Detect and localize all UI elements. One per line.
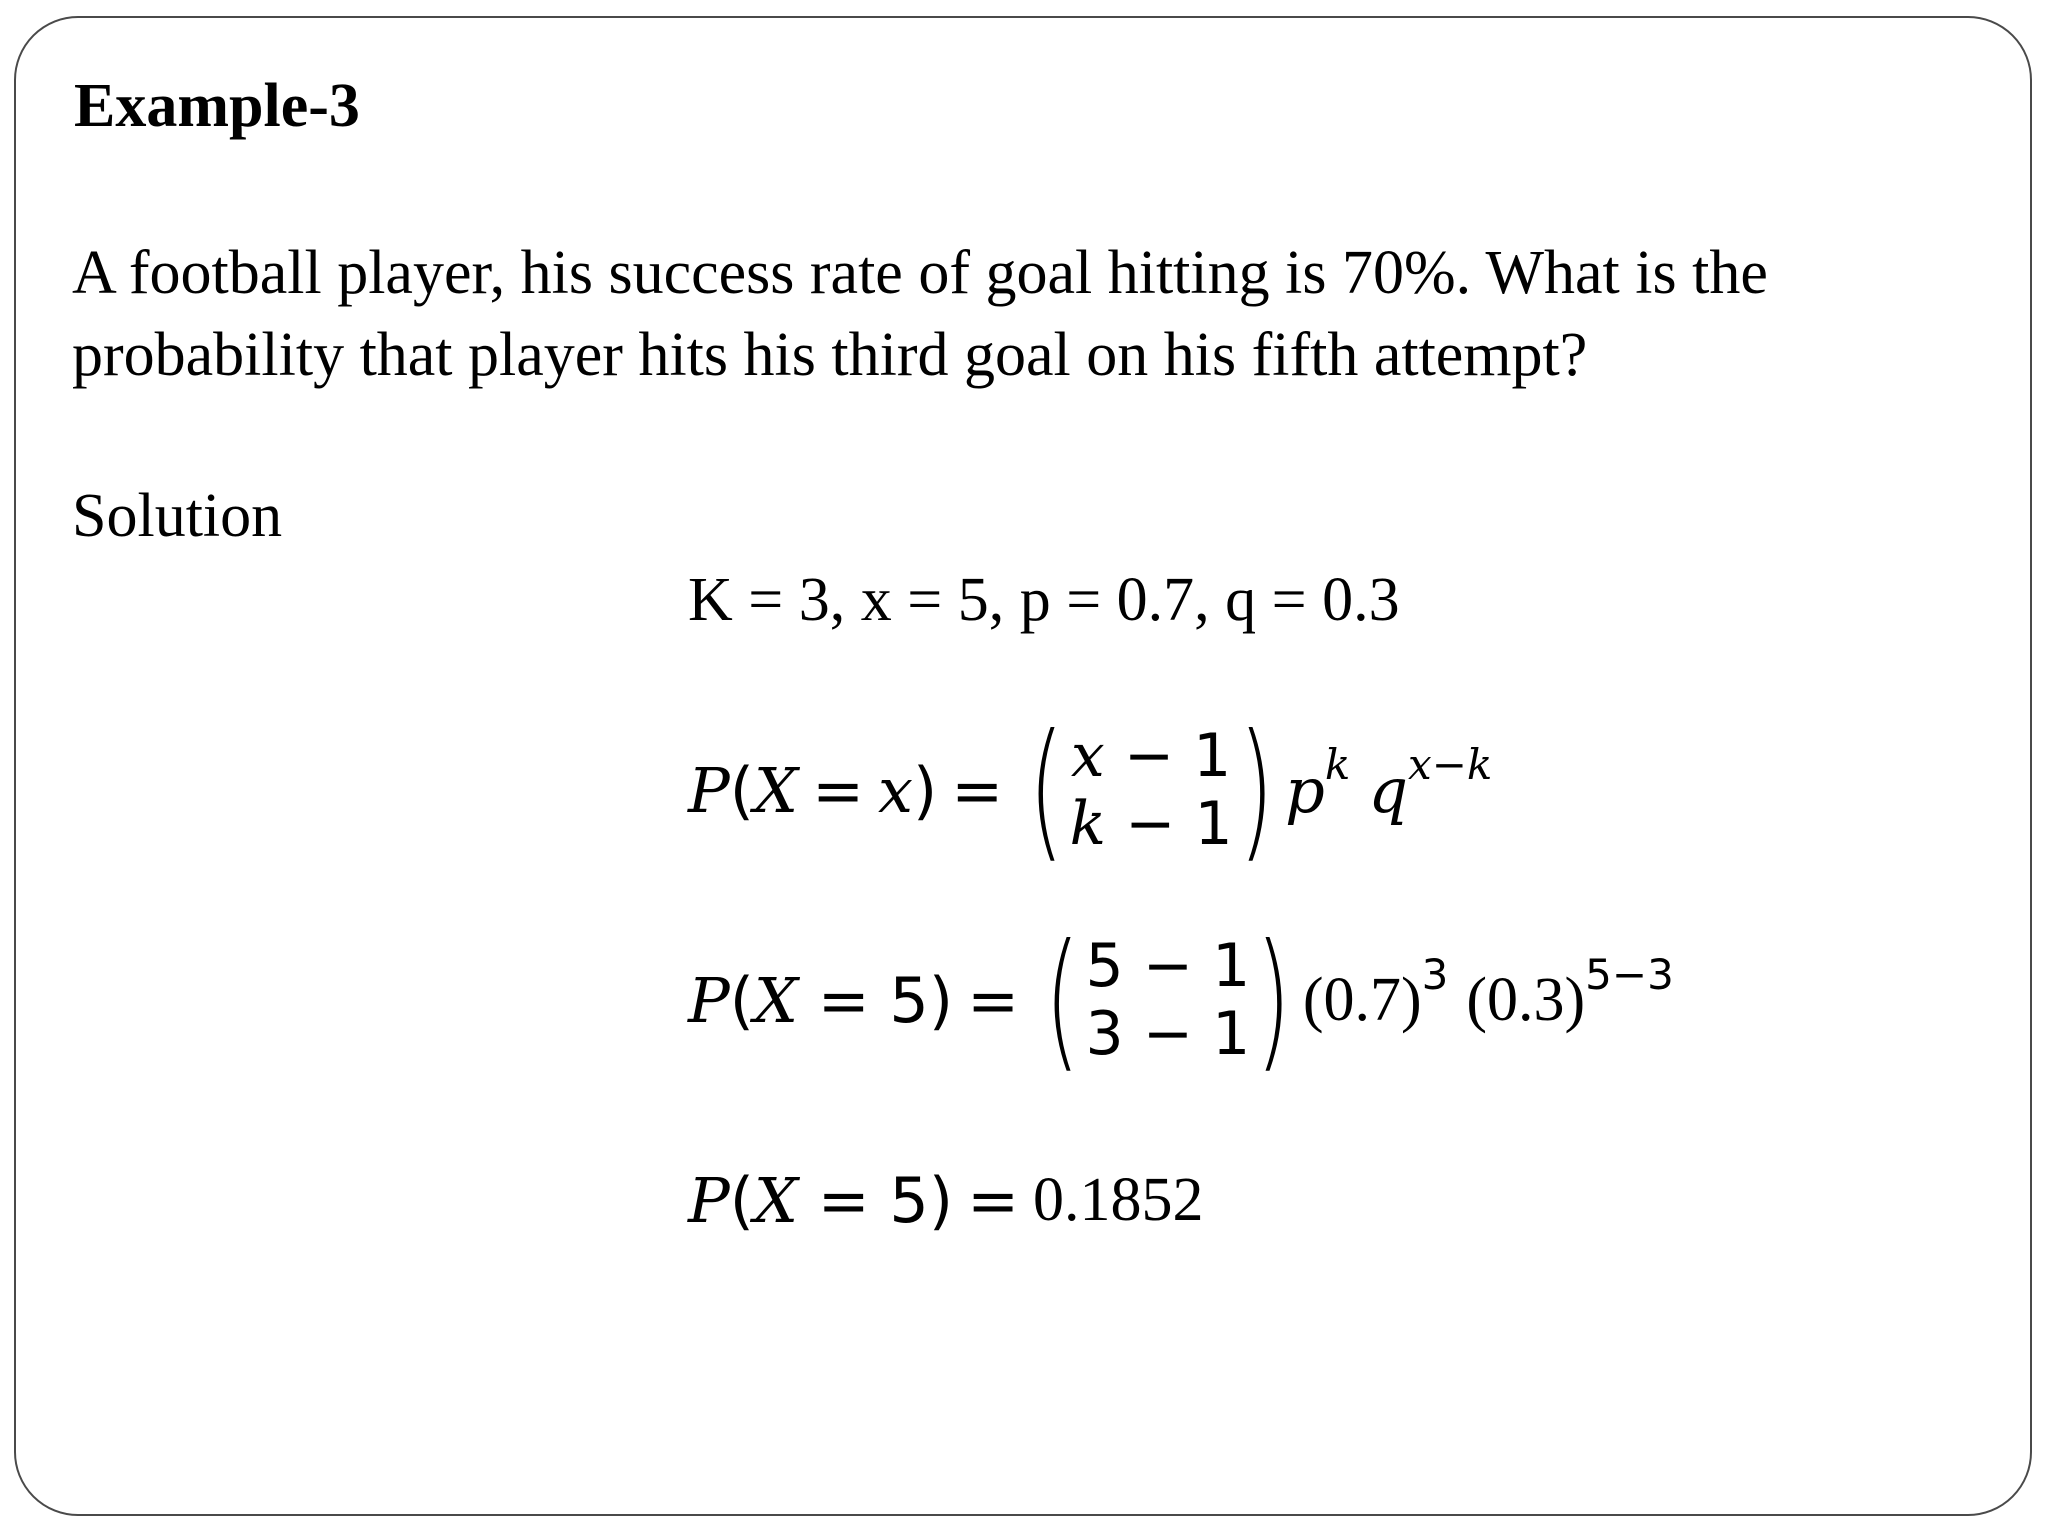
eq3-lhs-rest: = 5) [798, 1163, 954, 1237]
eq1-binom-bottom [1070, 790, 1233, 858]
eq1-open: ( [729, 753, 754, 827]
eq1-q-exponent: x−k [1408, 739, 1493, 789]
eq2-P: P [688, 963, 730, 1037]
eq2-binom-bottom: 3 − 1 [1085, 999, 1251, 1069]
eq2-binom-right-paren: ) [1256, 913, 1292, 1087]
eq2-binomial [1086, 932, 1251, 1068]
eq2-exponent-2: 5−3 [1585, 949, 1674, 999]
eq1-binom-right-paren: ) [1238, 703, 1274, 877]
formula-result [688, 1130, 1204, 1270]
eq1-binomial [1070, 722, 1233, 858]
eq1-close: ) [912, 753, 938, 827]
eq2-binom-top: 5 − 1 [1085, 931, 1251, 1001]
eq3-open: ( [729, 1163, 754, 1237]
eq1-binom-bottom-rest: − 1 [1106, 789, 1233, 859]
eq1-binom-bottom-var: k [1069, 789, 1107, 859]
formula-substituted [688, 913, 1674, 1087]
eq2-open: ( [729, 963, 754, 1037]
eq3-result: 0.1852 [1033, 1165, 1204, 1234]
eq2-exponent-1: 3 [1421, 949, 1449, 999]
eq1-q: q [1368, 753, 1409, 827]
eq2-binom-left-paren: ( [1044, 913, 1080, 1087]
eq2-base-2: (0.3) [1466, 965, 1586, 1034]
slide-title: Example-3 [74, 72, 360, 140]
eq2-equals: = [967, 963, 1020, 1037]
question-line-1: A football player, his success rate of goal hitting is 70%. What is the [72, 239, 1768, 307]
eq1-p-exponent: k [1324, 739, 1351, 789]
eq1-binom-top-var: x [1070, 721, 1105, 791]
eq1-p: p [1285, 753, 1325, 827]
eq1-binom-top-rest: − 1 [1104, 721, 1232, 791]
eq1-X: X [753, 753, 799, 827]
eq1-binom-left-paren: ( [1028, 703, 1064, 877]
eq3-X: X [753, 1163, 799, 1237]
solution-label: Solution [72, 482, 283, 550]
formula-general [688, 703, 1493, 877]
eq2-lhs-rest: = 5) [798, 963, 954, 1037]
eq1-binom-top [1071, 722, 1231, 790]
eq3-equals: = [967, 1163, 1020, 1237]
eq1-x: x [878, 753, 913, 827]
eq2-X: X [753, 963, 799, 1037]
eq1-equals: = [951, 753, 1004, 827]
eq2-base-1: (0.7) [1302, 965, 1422, 1034]
given-values: K = 3, x = 5, p = 0.7, q = 0.3 [688, 566, 1400, 634]
eq3-P: P [688, 1163, 730, 1237]
question-line-2: probability that player hits his third goal on his fifth attempt? [72, 321, 1588, 389]
eq1-P: P [688, 753, 730, 827]
eq1-inner-eq: = [812, 753, 865, 827]
question-text [72, 232, 1972, 396]
